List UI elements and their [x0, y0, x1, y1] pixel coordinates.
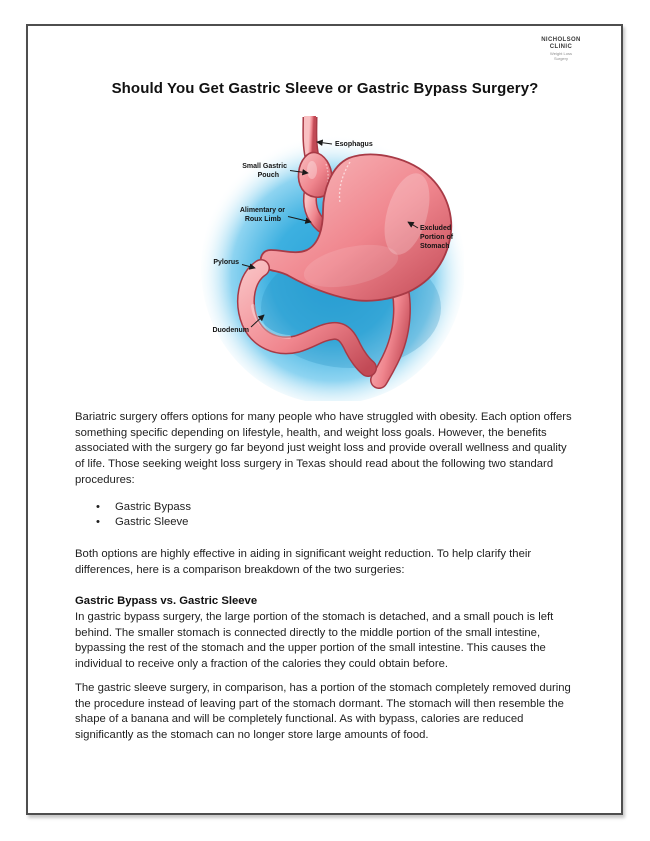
- label-excluded-3: Stomach: [420, 243, 450, 250]
- label-excluded-1: Excluded: [420, 225, 452, 232]
- label-alimentary-2: Roux Limb: [244, 216, 281, 223]
- label-alimentary-1: Alimentary or: [239, 207, 285, 214]
- bullet-item-gastric-sleeve: • Gastric Sleeve: [95, 515, 575, 531]
- paragraph-gastric-sleeve: The gastric sleeve surgery, in comparison, has a portion of the stomach completely removed during the procedure instead of leaving part of the stomach dormant. The stomach will then resemble the shape of a banana and will be completely functional. As with bypass, calories are reduced significantly as the stomach can no longer store large amounts of food.: [75, 681, 571, 741]
- label-duodenum: Duodenum: [212, 327, 249, 334]
- section-heading: Gastric Bypass vs. Gastric Sleeve: [75, 595, 258, 608]
- clinic-logo-name-line1: NICHOLSON: [541, 37, 581, 43]
- clinic-logo-tagline: Weight Loss Surgery: [550, 51, 572, 61]
- clinic-logo-name-line2: CLINIC: [549, 44, 573, 50]
- label-small-gastric-pouch-2: Pouch: [257, 172, 279, 179]
- paragraph-comparison-intro: Both options are highly effective in aiding in significant weight reduction. To help clarify their differences, here is a comparison breakdown of the two surgeries:: [75, 547, 532, 576]
- label-pylorus: Pylorus: [213, 259, 239, 266]
- paragraph-intro: Bariatric surgery offers options for many people who have struggled with obesity. Each option offers something specific depending on lifestyle, health, and weight loss goals. However, the benefits associated with the surgery go far beyond just weight loss and provide overall wellness and quality of life. Those seeking weight loss surgery in Texas should read about the following two standard procedures:: [75, 411, 572, 486]
- page-title: Should You Get Gastric Sleeve or Gastric Bypass Surgery?: [111, 80, 539, 97]
- bullet-item-gastric-bypass: • Gastric Bypass: [95, 500, 575, 516]
- gastric-bypass-diagram: [199, 116, 464, 401]
- figure-container: [199, 116, 464, 401]
- article-content: [75, 0, 575, 744]
- label-excluded-2: Portion of: [420, 234, 454, 241]
- bullet-list: [95, 500, 575, 531]
- esophagus-shape: [310, 116, 312, 157]
- label-small-gastric-pouch-1: Small Gastric: [242, 163, 287, 170]
- label-esophagus: Esophagus: [335, 141, 373, 148]
- paragraph-gastric-bypass: In gastric bypass surgery, the large portion of the stomach is detached, and a small pouch is left behind. The smaller stomach is connected directly to the middle portion of the small intestine, bypassing the rest of the stomach and the upper portion of the small intestine. This causes the individual to receive only a fraction of the calories they could obtain before.: [75, 611, 554, 671]
